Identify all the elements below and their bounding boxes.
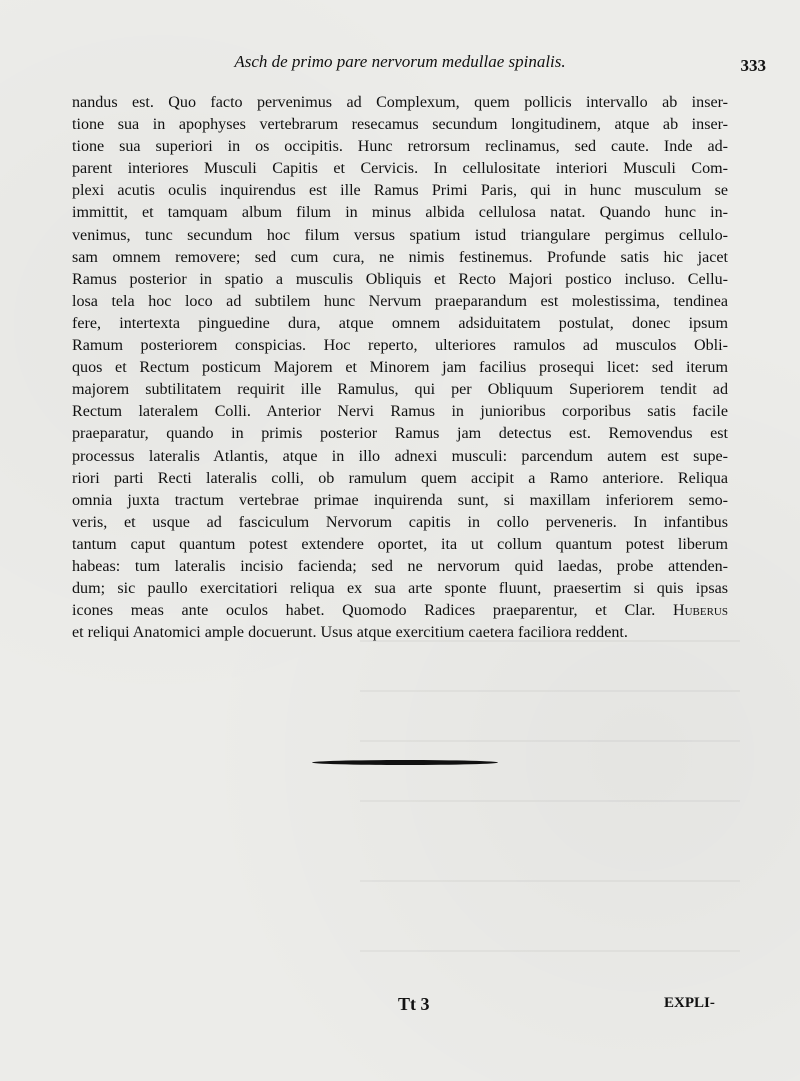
text-line: et reliqui Anatomici ample docuerunt. Usus atque exercitium caetera faciliora reddent. (72, 624, 628, 642)
author-name: Huberus (672, 602, 728, 620)
text-line: fere, intertexta pinguedine dura, atque omnem adsiduitatem postulat, donec ipsum (72, 314, 728, 332)
text-line: tione sua in apophyses vertebrarum resecamus secundum longitudinem, atque ab inser- (72, 116, 728, 134)
text-line: tione sua superiori in os occipitis. Hunc retrorsum reclinamus, sed caute. Inde ad- (72, 138, 728, 156)
signature-mark: Tt 3 (398, 994, 430, 1014)
text-line: parent interiores Musculi Capitis et Cervicis. In cellulositate interiori Musculi Com- (72, 160, 728, 178)
text-line: dum; sic paullo exercitatiori reliqua ex sua arte sponte fluunt, praesertim si quis ipsas (72, 580, 728, 598)
text-line: omnia juxta tractum vertebrae primae inquirenda sunt, si maxillam inferiorem semo- (72, 491, 728, 509)
show-through-line (360, 740, 740, 742)
body-paragraph (72, 92, 728, 644)
text-line: venimus, tunc secundum hoc filum versus spatium istud triangulare pergimus cellulo- (72, 226, 728, 244)
text-line: plexi acutis oculis inquirendus est ille Ramus Primi Paris, qui in hunc musculum se (72, 182, 728, 200)
text-line: Ramus posterior in spatio a musculis Obliquis et Recto Majori postico incluso. Cellu- (72, 270, 728, 288)
text-line: veris, et usque ad fasciculum Nervorum capitis in collo perveneris. In infantibus (72, 513, 728, 531)
show-through-line (360, 880, 740, 882)
text-line: sam omnem removere; sed cum cura, ne nimis festinemus. Profunde satis hic jacet (72, 248, 728, 266)
text-line: quos et Rectum posticum Majorem et Minorem jam facilius prosequi licet: sed iterum (72, 359, 728, 377)
text-line: riori parti Recti lateralis colli, ob ramulum quem accipit a Ramo anteriore. Reliqua (72, 469, 728, 487)
text-line: immittit, et tamquam album filum in minus albida cellulosa natat. Quando hunc in- (72, 204, 728, 222)
text-line: processus lateralis Atlantis, atque in illo adnexi musculi: parcendum autem est supe- (72, 447, 728, 465)
running-title: Asch de primo pare nervorum medullae spinalis. (234, 52, 566, 71)
text-line: habeas: tum lateralis incisio facienda; sed ne nervorum quid laedas, probe attenden- (72, 557, 728, 575)
text-line: Ramum posteriorem conspicias. Hoc reperto, ulteriores ramulos ad musculos Obli- (72, 337, 728, 355)
text-line: majorem subtilitatem requirit ille Ramulus, qui per Obliquum Superiorem tendit ad (72, 381, 728, 399)
ornament-rule (312, 760, 498, 765)
text-line: nandus est. Quo facto pervenimus ad Complexum, quem pollicis intervallo ab inser- (72, 94, 728, 111)
page-number: 333 (740, 56, 766, 75)
show-through-line (360, 690, 740, 692)
text-line: tantum caput quantum potest extendere oportet, ita ut collum quantum potest liberum (72, 535, 728, 553)
text-line: praeparatur, quando in primis posterior Ramus jam detectus est. Removendus est (72, 425, 728, 443)
show-through-line (360, 950, 740, 952)
text-line: losa tela hoc loco ad subtilem hunc Nervum praeparandum est molestissima, tendinea (72, 292, 728, 310)
text-line: icones meas ante oculos habet. Quomodo Radices praeparentur, et Clar. Huberus (72, 602, 728, 620)
text-line: Rectum lateralem Colli. Anterior Nervi Ramus in junioribus corporibus satis facile (72, 403, 728, 421)
show-through-line (360, 800, 740, 802)
catchword: EXPLI- (664, 995, 715, 1011)
